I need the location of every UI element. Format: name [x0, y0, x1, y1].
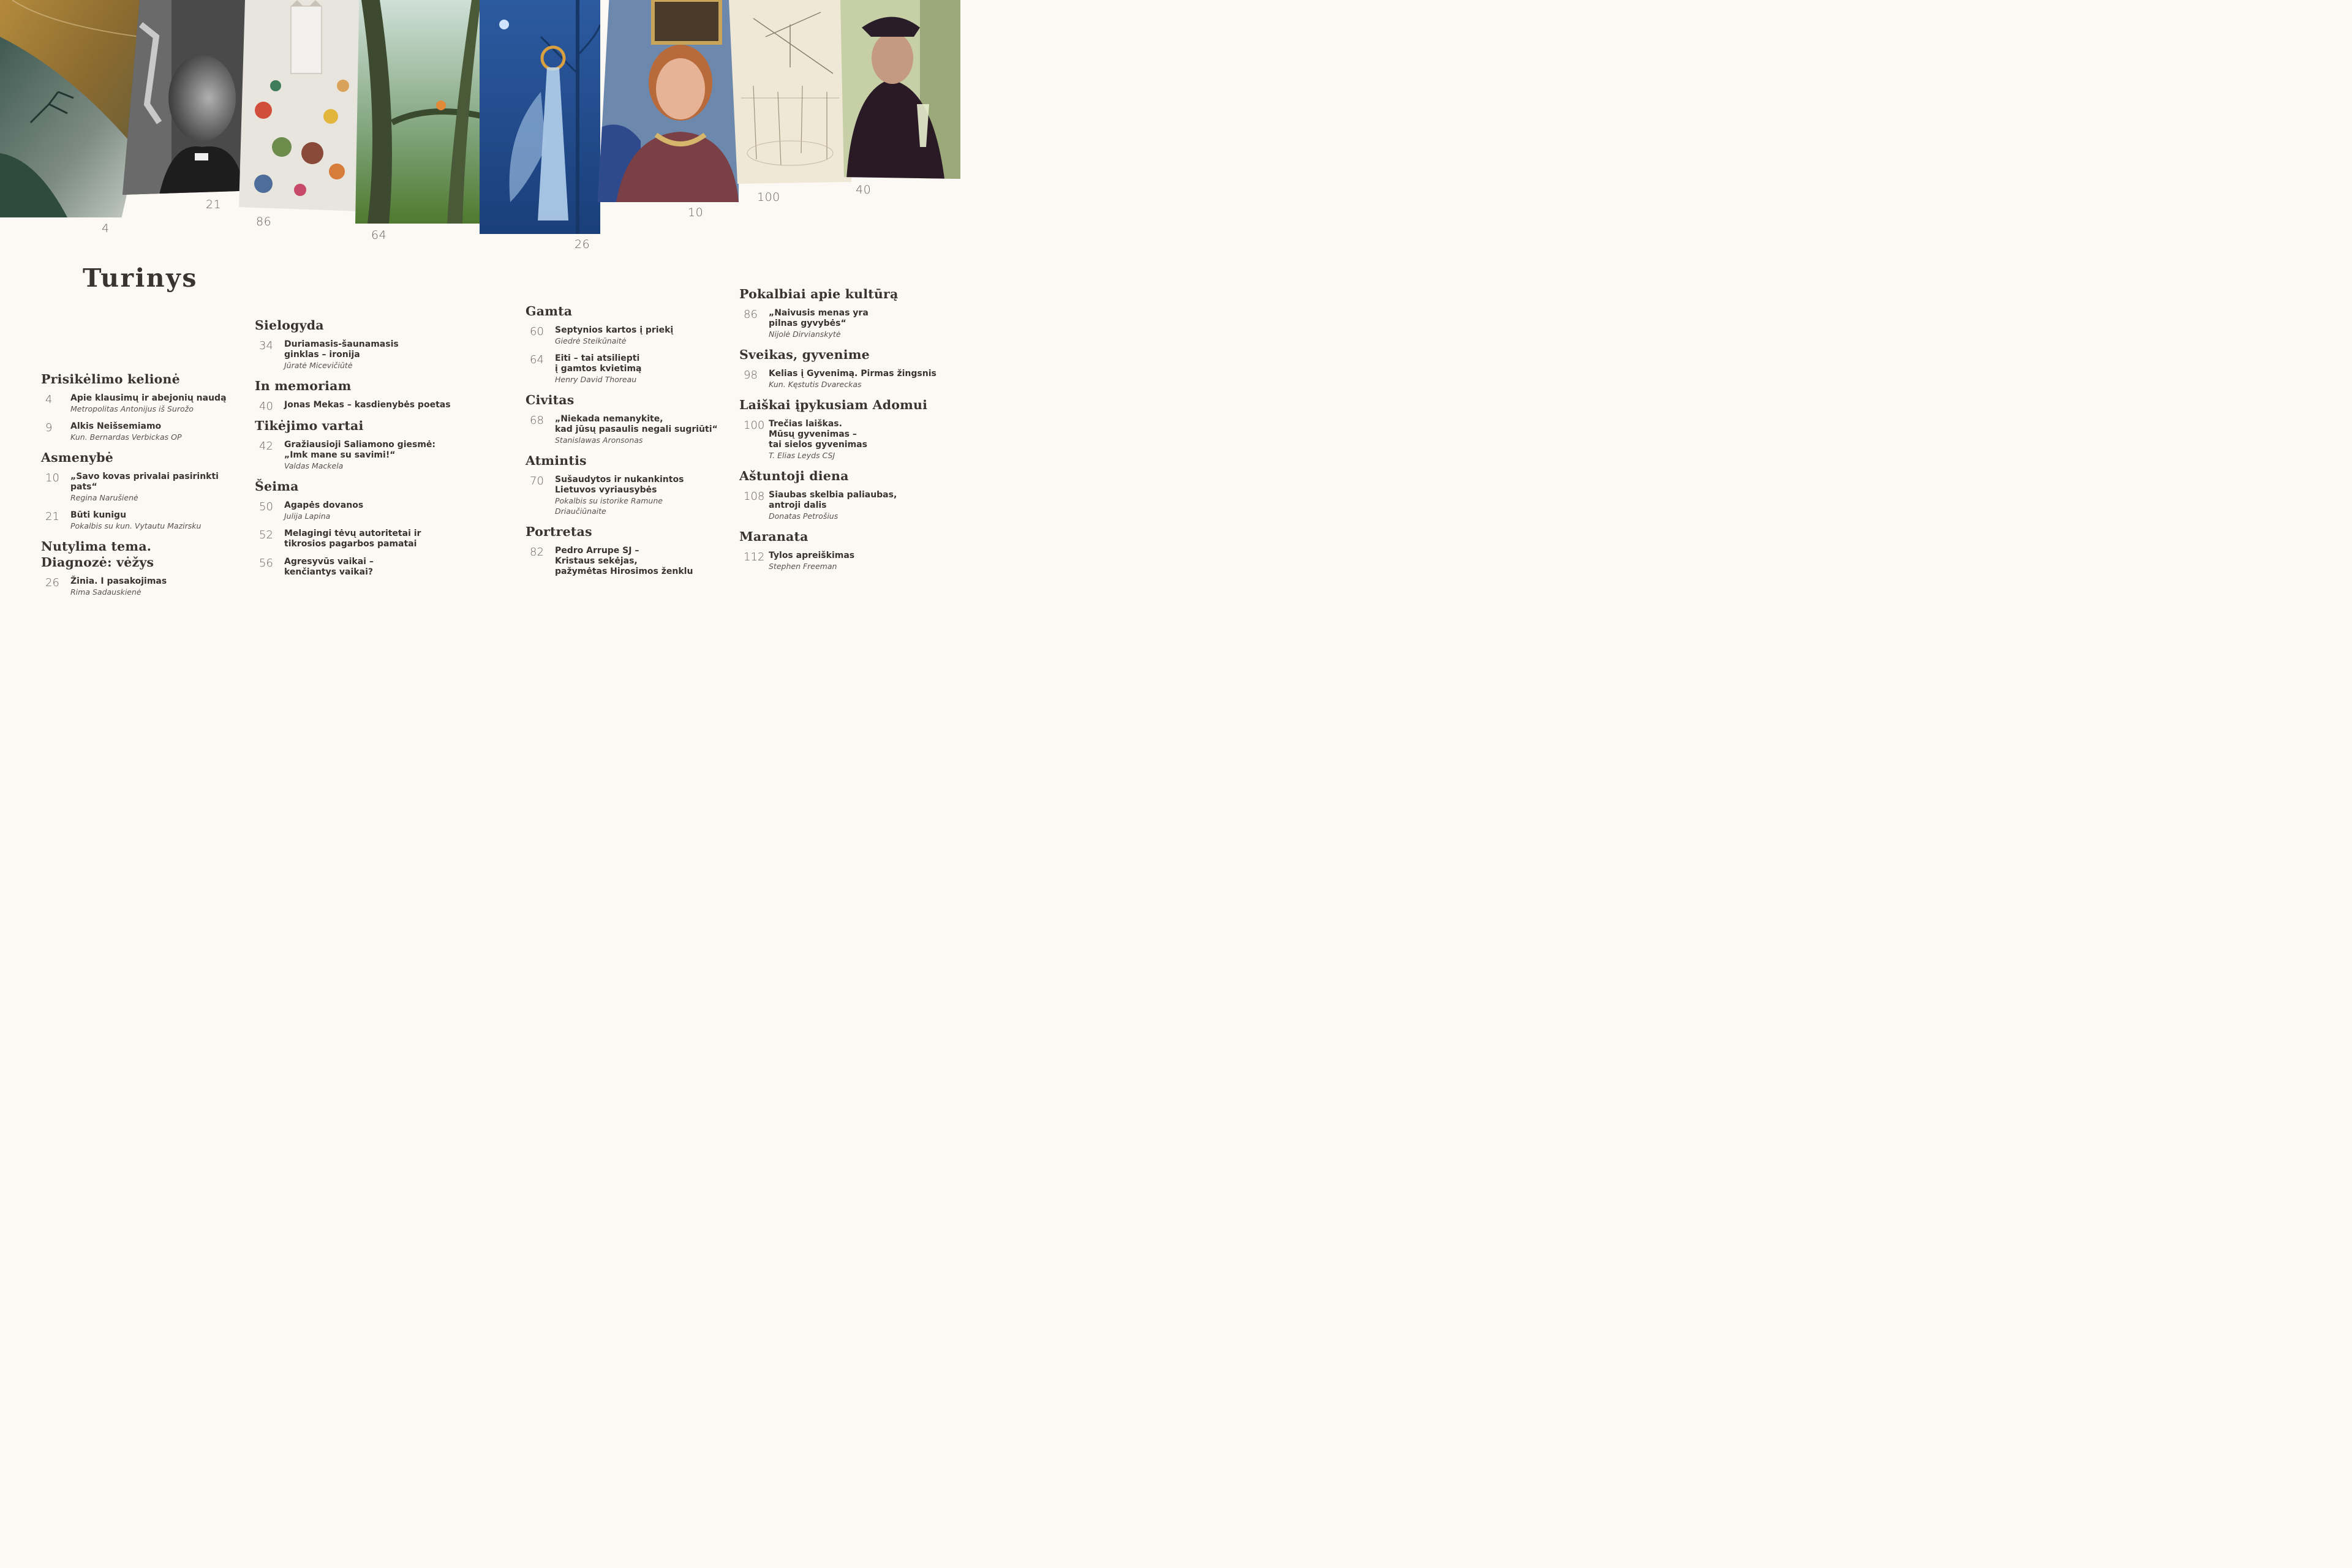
toc-section: [526, 453, 728, 516]
angel-painting-photo[interactable]: [480, 0, 600, 234]
photo-strip: [0, 0, 960, 257]
entry-page-number: 26: [45, 576, 59, 589]
section-heading: Sveikas, gyvenime: [739, 347, 870, 362]
toc-entry[interactable]: [739, 308, 948, 339]
entry-page-number: 82: [530, 546, 544, 559]
toc-entry[interactable]: [255, 339, 457, 371]
entry-title: „Savo kovas privalai pasirinkti pats“: [70, 472, 219, 492]
aerial-river-photo[interactable]: [0, 0, 140, 217]
entry-title: Būti kunigu: [70, 510, 127, 520]
toc-section: [41, 371, 243, 442]
section-heading: Sielogyda: [255, 318, 324, 333]
entry-title: „Naivusis menas yra pilnas gyvybės“: [769, 308, 869, 328]
section-heading: Laiškai įpykusiam Adomui: [739, 398, 928, 412]
toc-entry[interactable]: [526, 546, 728, 577]
entry-author: Nijolė Dirvianskytė: [769, 330, 841, 339]
entry-author: Pokalbis su kun. Vytautu Mazirsku: [70, 521, 202, 530]
toc-section: [739, 347, 948, 390]
entry-title: Agresyvūs vaikai – kenčiantys vaikai?: [284, 557, 374, 577]
toc-section: [739, 529, 948, 571]
toc-section: [41, 450, 243, 531]
toc-entry[interactable]: [255, 557, 457, 578]
toc-section: [255, 317, 457, 371]
section-heading: Atmintis: [526, 453, 587, 468]
toc-column: [526, 303, 728, 584]
entry-author: Kun. Bernardas Verbickas OP: [70, 432, 182, 442]
entry-title: Septynios kartos į priekį: [555, 325, 674, 335]
toc-entry[interactable]: [41, 510, 243, 531]
toc-section: [41, 538, 243, 597]
page-title: Turinys: [83, 263, 198, 293]
toc-entry[interactable]: [255, 440, 457, 471]
naive-painting-photo[interactable]: [239, 0, 361, 211]
entry-page-number: 42: [259, 440, 273, 453]
photo-page-number: 100: [757, 190, 780, 204]
entry-page-number: 50: [259, 500, 273, 513]
toc-entry[interactable]: [255, 529, 457, 549]
entry-author: T. Elias Leyds CSJ: [769, 451, 835, 460]
entry-page-number: 34: [259, 339, 273, 352]
toc-entry[interactable]: [526, 325, 728, 346]
etching-photo[interactable]: [729, 0, 851, 184]
entry-title: Gražiausioji Saliamono giesmė: „Imk mane su savimi!“: [284, 440, 435, 460]
entry-page-number: 21: [45, 510, 59, 523]
entry-page-number: 9: [45, 421, 53, 434]
photo-page-number: 64: [371, 228, 387, 242]
entry-title: Agapės dovanos: [284, 500, 364, 510]
entry-page-number: 68: [530, 414, 544, 427]
entry-title: Tylos apreiškimas: [769, 551, 855, 560]
entry-page-number: 64: [530, 353, 544, 366]
toc-entry[interactable]: [255, 500, 457, 521]
entry-title: Kelias į Gyvenimą. Pirmas žingsnis: [769, 369, 937, 379]
section-heading: Asmenybė: [41, 450, 113, 465]
toc-section: [255, 378, 457, 413]
entry-author: Pokalbis su istorike Ramune Driaučiūnaite: [555, 496, 663, 516]
toc-column: [255, 317, 457, 585]
section-heading: Maranata: [739, 529, 809, 544]
toc-section: [526, 392, 728, 445]
entry-title: Apie klausimų ir abejonių naudą: [70, 393, 227, 403]
entry-title: Pedro Arrupe SJ – Kristaus sekėjas, pažymėtas Hirosimos ženklu: [555, 546, 693, 576]
entry-title: Alkis Neišsemiamo: [70, 421, 162, 431]
entry-author: Henry David Thoreau: [555, 375, 637, 384]
entry-page-number: 40: [259, 400, 273, 413]
entry-page-number: 98: [744, 369, 758, 382]
entry-page-number: 60: [530, 325, 544, 338]
man-in-hat-photo[interactable]: [840, 0, 960, 179]
toc-entry[interactable]: [739, 490, 948, 521]
entry-author: Regina Narušienė: [70, 493, 138, 502]
photo-page-number: 40: [856, 183, 872, 197]
toc-section: [255, 418, 457, 471]
entry-title: Duriamasis-šaunamasis ginklas – ironija: [284, 339, 399, 360]
entry-title: „Niekada nemanykite, kad jūsų pasaulis negali sugriūti“: [555, 414, 718, 434]
toc-entry[interactable]: [41, 576, 243, 597]
toc-section: [739, 468, 948, 521]
entry-page-number: 112: [744, 551, 765, 564]
toc-entry[interactable]: [739, 551, 948, 571]
entry-title: Siaubas skelbia paliaubas, antroji dalis: [769, 490, 897, 510]
entry-title: Melagingi tėvų autoritetai ir tikrosios pagarbos pamatai: [284, 529, 421, 549]
toc-entry[interactable]: [41, 393, 243, 414]
entry-author: Kun. Kęstutis Dvareckas: [769, 380, 862, 389]
forest-photo[interactable]: [355, 0, 484, 224]
toc-column: [739, 286, 948, 579]
entry-page-number: 52: [259, 529, 273, 541]
toc-entry[interactable]: [41, 472, 243, 503]
entry-author: Stephen Freeman: [769, 562, 837, 571]
section-heading: Civitas: [526, 393, 575, 407]
section-heading: Prisikėlimo kelionė: [41, 372, 180, 386]
entry-title: Trečias laiškas. Mūsų gyvenimas – tai sielos gyvenimas: [769, 419, 867, 450]
entry-author: Stanislawas Aronsonas: [555, 435, 643, 445]
entry-author: Valdas Mackela: [284, 461, 344, 470]
entry-page-number: 4: [45, 393, 53, 406]
entry-author: Rima Sadauskienė: [70, 587, 141, 597]
toc-entry[interactable]: [739, 419, 948, 461]
toc-section: [739, 397, 948, 461]
entry-author: Jūratė Micevičiūtė: [284, 361, 353, 370]
toc-entry[interactable]: [739, 369, 948, 390]
entry-author: Donatas Petrošius: [769, 511, 839, 521]
entry-page-number: 108: [744, 490, 765, 503]
toc-entry[interactable]: [255, 400, 457, 413]
section-heading: Aštuntoji diena: [739, 469, 849, 483]
toc-section: [255, 478, 457, 578]
entry-author: Julija Lapina: [284, 511, 331, 521]
toc-entry[interactable]: [526, 475, 728, 516]
toc-entry[interactable]: [41, 421, 243, 442]
entry-title: Eiti – tai atsiliepti į gamtos kvietimą: [555, 353, 642, 374]
section-heading: Portretas: [526, 524, 592, 539]
toc-entry[interactable]: [526, 353, 728, 385]
section-heading: Gamta: [526, 304, 573, 318]
entry-title: Sušaudytos ir nukankintos Lietuvos vyriausybės: [555, 475, 684, 495]
toc-section: [739, 286, 948, 339]
woman-portrait-photo[interactable]: [598, 0, 739, 202]
entry-page-number: 10: [45, 472, 59, 484]
entry-author: Metropolitas Antonijus iš Surožo: [70, 404, 194, 413]
toc-entry[interactable]: [526, 414, 728, 445]
toc-section: [526, 303, 728, 385]
entry-page-number: 70: [530, 475, 544, 488]
entry-page-number: 86: [744, 308, 758, 321]
section-heading: Pokalbiai apie kultūrą: [739, 287, 899, 301]
section-heading: Nutylima tema. Diagnozė: vėžys: [41, 539, 154, 570]
photo-page-number: 21: [206, 198, 222, 211]
entry-page-number: 100: [744, 419, 765, 432]
photo-page-number: 4: [102, 222, 110, 235]
photo-page-number: 86: [256, 215, 272, 228]
photo-page-number: 26: [575, 238, 590, 251]
entry-title: Žinia. I pasakojimas: [70, 576, 167, 586]
entry-author: Giedrė Steikūnaitė: [555, 336, 627, 345]
section-heading: Šeima: [255, 479, 299, 494]
entry-page-number: 56: [259, 557, 273, 570]
entry-title: Jonas Mekas – kasdienybės poetas: [284, 400, 451, 410]
priest-portrait-photo[interactable]: [123, 0, 245, 195]
section-heading: Tikėjimo vartai: [255, 418, 364, 433]
section-heading: In memoriam: [255, 379, 352, 393]
toc-section: [526, 524, 728, 577]
photo-page-number: 10: [688, 206, 704, 219]
toc-column: [41, 371, 243, 605]
